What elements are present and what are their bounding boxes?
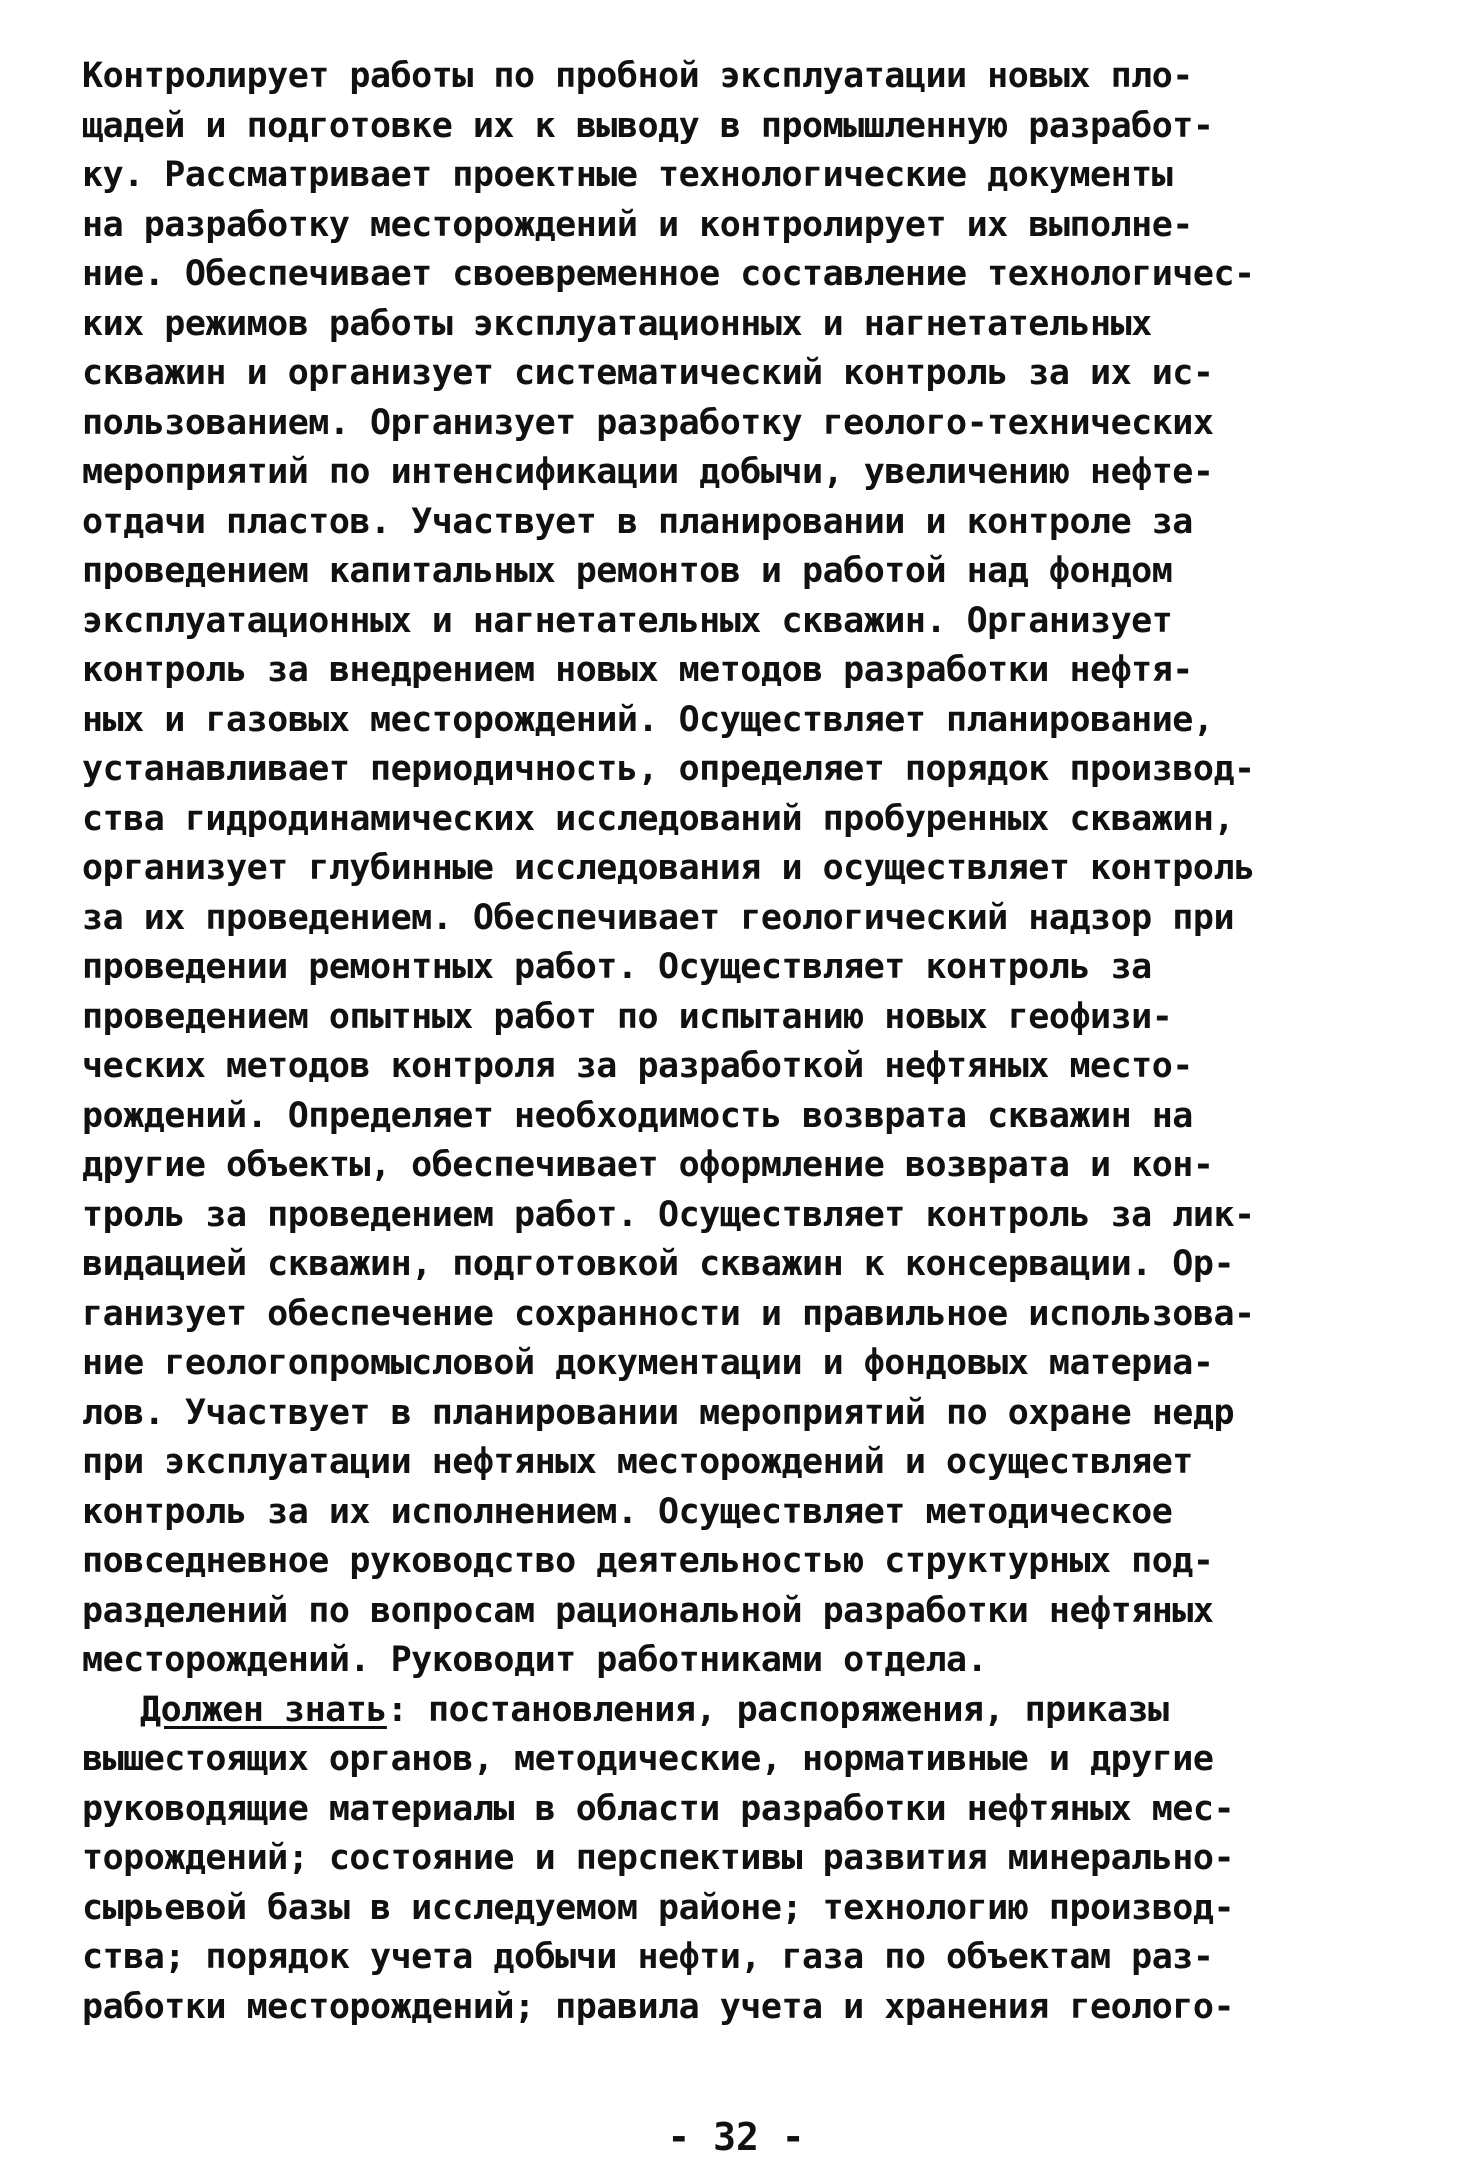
page-number: - 32 - xyxy=(667,2115,805,2159)
text-line: Контролирует работы по пробной эксплуатации новых пло- xyxy=(82,56,1193,96)
text-line xyxy=(82,1686,1422,1736)
text-line: щадей и подготовке их к выводу в промышленную разработ- xyxy=(82,105,1214,146)
paragraph-1 xyxy=(82,52,1422,1686)
text-line: повседневное руководство деятельностью структурных под- xyxy=(82,1541,1214,1581)
text-line: контроль за их исполнением. Осуществляет методическое xyxy=(82,1491,1173,1532)
text-line: на разработку месторождений и контролирует их выполне- xyxy=(82,204,1193,245)
paragraph-2 xyxy=(82,1686,1422,2033)
text-line: проведении ремонтных работ. Осуществляет контроль за xyxy=(82,947,1152,987)
text-line: эксплуатационных и нагнетательных скважин. Организует xyxy=(82,600,1173,641)
text-line: отдачи пластов. Участвует в планировании и контроле за xyxy=(82,501,1193,542)
text-line: ганизует обеспечение сохранности и правильное использова- xyxy=(82,1293,1255,1334)
text-line: проведением капитальных ремонтов и работой над фондом xyxy=(82,551,1173,591)
text-line: при эксплуатации нефтяных месторождений и осуществляет xyxy=(82,1442,1193,1482)
text-line: рождений. Определяет необходимость возврата скважин на xyxy=(82,1095,1193,1136)
text-line: ку. Рассматривает проектные технологические документы xyxy=(82,155,1173,195)
text-line: ние. Обеспечивает своевременное составление технологичес- xyxy=(82,254,1255,294)
must-know-heading: Должен знать xyxy=(140,1689,387,1730)
text-line: месторождений. Руководит работниками отдела. xyxy=(82,1640,988,1680)
text-line: организует глубинные исследования и осуществляет контроль xyxy=(82,848,1255,888)
text-line: проведением опытных работ по испытанию новых геофизи- xyxy=(82,996,1173,1037)
text-line: вышестоящих органов, методические, нормативные и другие xyxy=(82,1739,1214,1779)
text-line: руководящие материалы в области разработки нефтяных мес- xyxy=(82,1788,1235,1829)
text-line: видацией скважин, подготовкой скважин к консервации. Ор- xyxy=(82,1244,1235,1284)
text-block xyxy=(82,52,1422,2032)
text-line: устанавливает периодичность, определяет порядок производ- xyxy=(82,749,1255,789)
text-line-rest: : постановления, распоряжения, приказы xyxy=(386,1689,1169,1730)
text-line: мероприятий по интенсификации добычи, увеличению нефте- xyxy=(82,452,1214,492)
text-line: сырьевой базы в исследуемом районе; технологию производ- xyxy=(82,1887,1235,1928)
text-line: ческих методов контроля за разработкой нефтяных место- xyxy=(82,1046,1193,1086)
text-line: троль за проведением работ. Осуществляет контроль за лик- xyxy=(82,1194,1255,1235)
text-line: разделений по вопросам рациональной разработки нефтяных xyxy=(82,1590,1214,1631)
text-line: ких режимов работы эксплуатационных и нагнетательных xyxy=(82,303,1152,344)
text-line: ства гидродинамических исследований пробуренных скважин, xyxy=(82,798,1235,839)
text-line: ства; порядок учета добычи нефти, газа по объектам раз- xyxy=(82,1937,1214,1977)
text-line: за их проведением. Обеспечивает геологический надзор при xyxy=(82,897,1235,938)
text-line: ние геологопромысловой документации и фондовых материа- xyxy=(82,1343,1214,1383)
text-line: другие объекты, обеспечивает оформление возврата и кон- xyxy=(82,1145,1214,1185)
text-line: работки месторождений; правила учета и хранения геолого- xyxy=(82,1986,1235,2027)
text-line: торождений; состояние и перспективы развития минерально- xyxy=(82,1838,1235,1878)
text-line: контроль за внедрением новых методов разработки нефтя- xyxy=(82,650,1193,690)
text-line: скважин и организует систематический контроль за их ис- xyxy=(82,353,1214,393)
text-line: лов. Участвует в планировании мероприятий по охране недр xyxy=(82,1392,1235,1433)
text-line: ных и газовых месторождений. Осуществляет планирование, xyxy=(82,699,1214,740)
text-line: пользованием. Организует разработку геолого-технических xyxy=(82,402,1214,443)
